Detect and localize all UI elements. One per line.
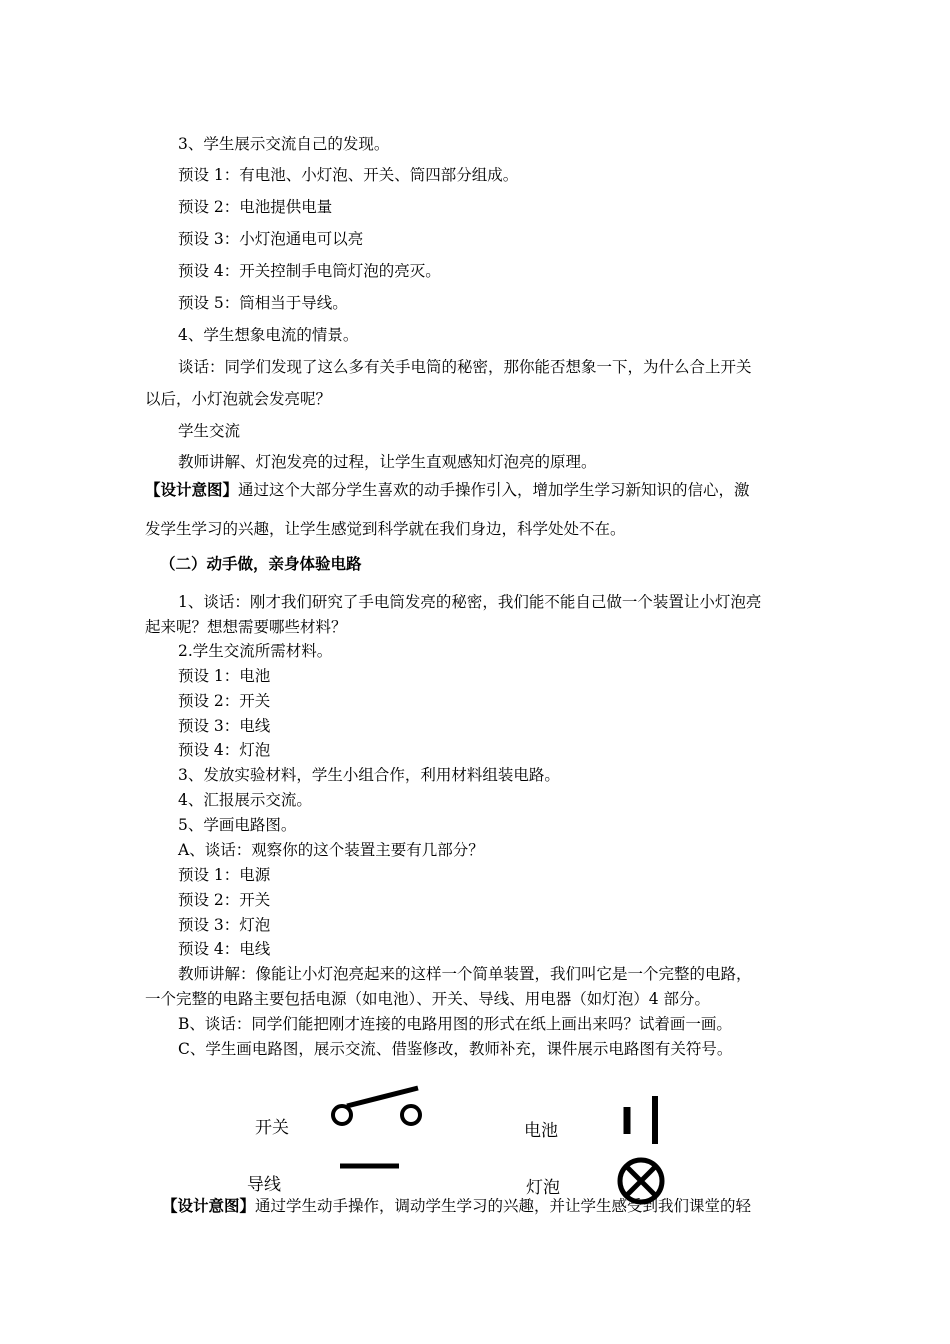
paragraph-line: 起来呢？想想需要哪些材料？ xyxy=(145,618,347,636)
bulb-symbol xyxy=(620,1160,662,1202)
paragraph-line: 预设 3：灯泡 xyxy=(178,916,271,934)
battery-label: 电池 xyxy=(524,1121,558,1141)
paragraph-line: 3、发放实验材料，学生小组合作，利用材料组装电路。 xyxy=(178,766,560,784)
bulb-label: 灯泡 xyxy=(526,1178,560,1198)
paragraph-line: 预设 4：开关控制手电筒灯泡的亮灭。 xyxy=(178,262,441,280)
design-intent-label: 【设计意图】 xyxy=(162,1196,256,1215)
paragraph-line: 预设 5：筒相当于导线。 xyxy=(178,294,348,312)
paragraph-line: 预设 3：小灯泡通电可以亮 xyxy=(178,230,364,248)
paragraph-line: 预设 4：电线 xyxy=(178,940,271,958)
section-heading: （二）动手做，亲身体验电路 xyxy=(160,554,362,573)
paragraph-line: 以后，小灯泡就会发亮呢？ xyxy=(145,390,332,408)
design-intent-line xyxy=(162,1198,751,1215)
paragraph-line: 预设 4：灯泡 xyxy=(178,741,271,759)
paragraph-line: 预设 2：开关 xyxy=(178,891,271,909)
paragraph-line: 3、学生展示交流自己的发现。 xyxy=(178,135,390,153)
design-intent-label: 【设计意图】 xyxy=(145,480,239,499)
paragraph-line: 1、谈话：刚才我们研究了手电筒发亮的秘密，我们能不能自己做一个装置让小灯泡亮 xyxy=(178,593,762,611)
paragraph-line: 4、汇报展示交流。 xyxy=(178,791,312,809)
paragraph-line: 谈话：同学们发现了这么多有关手电筒的秘密，那你能否想象一下，为什么合上开关 xyxy=(178,358,752,376)
switch-label: 开关 xyxy=(255,1118,289,1138)
wire-label: 导线 xyxy=(247,1175,281,1195)
paragraph-line: 预设 1：有电池、小灯泡、开关、筒四部分组成。 xyxy=(178,166,519,184)
design-intent-text: 通过这个大部分学生喜欢的动手操作引入，增加学生学习新知识的信心，激 xyxy=(238,481,750,499)
paragraph-line: B、谈话：同学们能把刚才连接的电路用图的形式在纸上画出来吗？试着画一画。 xyxy=(178,1015,732,1033)
paragraph-line: C、学生画电路图，展示交流、借鉴修改，教师补充，课件展示电路图有关符号。 xyxy=(178,1040,733,1058)
paragraph-line: 教师讲解：像能让小灯泡亮起来的这样一个简单装置，我们叫它是一个完整的电路， xyxy=(178,965,752,983)
design-intent-text: 通过学生动手操作，调动学生学习的兴趣，并让学生感受到我们课堂的轻 xyxy=(255,1197,752,1215)
battery-symbol xyxy=(627,1096,655,1144)
paragraph-line: 5、学画电路图。 xyxy=(178,816,297,834)
paragraph-line: 预设 2：电池提供电量 xyxy=(178,198,333,216)
paragraph-line: 4、学生想象电流的情景。 xyxy=(178,326,359,344)
paragraph-line: 教师讲解、灯泡发亮的过程，让学生直观感知灯泡亮的原理。 xyxy=(178,453,597,471)
switch-symbol xyxy=(333,1088,420,1124)
paragraph-line: 预设 1：电池 xyxy=(178,667,271,685)
paragraph-line: 2.学生交流所需材料。 xyxy=(178,642,333,660)
paragraph-line: 预设 3：电线 xyxy=(178,717,271,735)
paragraph-line: 一个完整的电路主要包括电源（如电池）、开关、导线、用电器（如灯泡）4 部分。 xyxy=(145,990,711,1008)
paragraph-line: 预设 1：电源 xyxy=(178,866,271,884)
paragraph-line: 学生交流 xyxy=(178,422,241,440)
paragraph-line: 发学生学习的兴趣，让学生感觉到科学就在我们身边，科学处处不在。 xyxy=(145,520,626,538)
paragraph-line: 预设 2：开关 xyxy=(178,692,271,710)
paragraph-line: A、谈话：观察你的这个装置主要有几部分？ xyxy=(178,841,484,859)
